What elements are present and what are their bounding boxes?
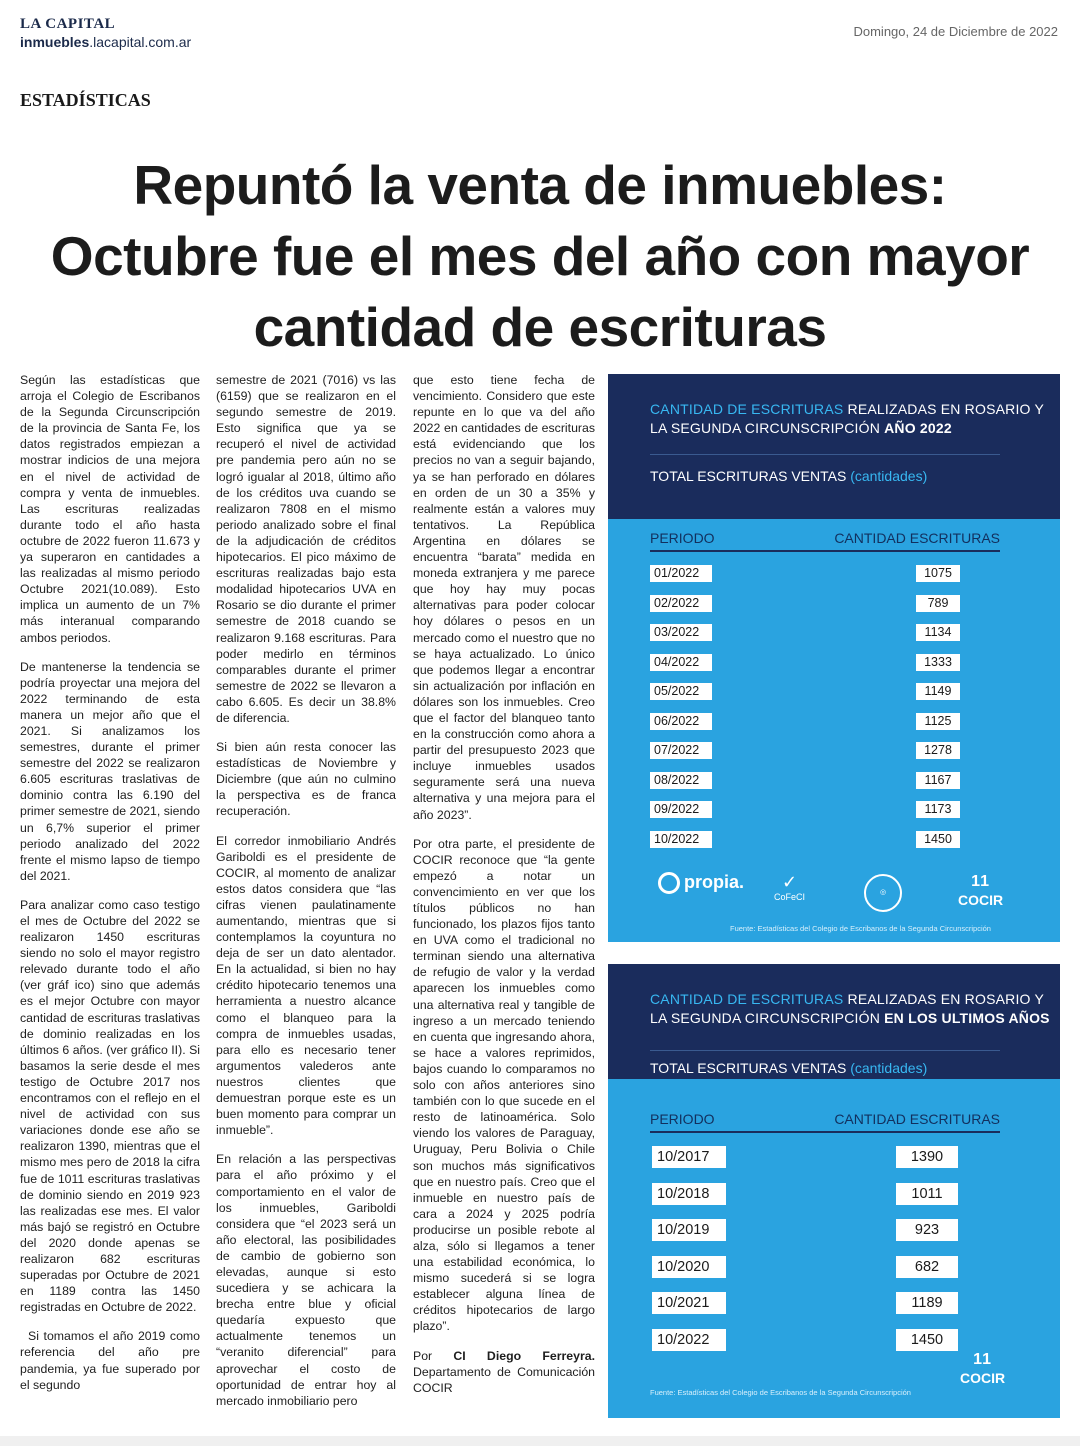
count-cell: 1167 (916, 772, 960, 789)
cofeci-logo-text: CoFeCI (774, 892, 806, 902)
paragraph: Si tomamos el año 2019 como referencia del año pre pandemia, ya fue superado por el segundo (20, 1329, 200, 1392)
divider (650, 1050, 1000, 1051)
count-cell: 1450 (916, 831, 960, 848)
masthead (20, 16, 191, 50)
period-cell: 10/2018 (652, 1183, 726, 1205)
card-title-bold: AÑO 2022 (884, 420, 952, 436)
card-title (650, 400, 1060, 438)
card-subtitle (650, 468, 927, 484)
seal-logo-icon: ◎ (864, 874, 902, 912)
card-title (650, 990, 1060, 1028)
brand-logo: LA CAPITAL (20, 16, 116, 32)
column-header-count: CANTIDAD ESCRITURAS (834, 530, 1000, 546)
count-cell: 1189 (896, 1292, 958, 1314)
period-cell: 02/2022 (650, 595, 712, 612)
propia-logo-text: propia. (684, 872, 745, 892)
article-column-2 (216, 372, 396, 1422)
paragraph: semestre de 2021 (7016) vs las (6159) que se realizaron en el segundo semestre de 2019. Esto significa que ya se recuperó el nivel de actividad pre pandemia pero aún no se logró igualar al 2018, último año de los créditos uva cuando se realizaron 7808 en el mismo periodo analizado sobre el final de la adjudicación de créditos hipotecarios. El pico máximo de escrituras realizadas bajo esta modalidad hipotecarios UVA en Rosario se dio durante el primer semestre de 2018 cuando se realizaron 9.168 escrituras. Para poder medirlo en términos comparables durante el primer semestre de 2022 se llevaron a cabo 6.605. Es decir un 38.8% de diferencia. (216, 373, 396, 725)
count-cell: 789 (916, 595, 960, 612)
stats-card-recent-years (608, 964, 1060, 1418)
card-header (608, 374, 1060, 519)
count-cell: 1173 (916, 801, 960, 818)
paragraph: En relación a las perspectivas para el año próximo y el comportamiento en el valor de los inmuebles, Gariboldi considera que “el 2023 será un año electoral, las posibilidades de cambio de gobierno son elevadas, aunque si esto sucediera y se achicara la brecha entre blue y oficial quedaría expuesto que actualmente tenemos un “veranito diferencial” para aprovechar el costo de oportunidad de entrar hoy al mercado inmobiliario pero (216, 1152, 396, 1408)
period-cell: 10/2017 (652, 1146, 726, 1168)
count-cell: 1450 (896, 1329, 958, 1351)
byline-prefix: Por (413, 1348, 454, 1363)
period-cell: 10/2021 (652, 1292, 726, 1314)
card-subtitle (650, 1060, 927, 1076)
card-subtitle-unit: (cantidades) (850, 468, 928, 484)
period-cell: 10/2022 (650, 831, 712, 848)
site-url-rest: .lacapital.com.ar (89, 34, 192, 50)
card-subtitle-unit: (cantidades) (850, 1060, 928, 1076)
card-header (608, 964, 1060, 1079)
column-header-period: PERIODO (650, 530, 715, 546)
card-title-highlight: CANTIDAD DE ESCRITURAS (650, 401, 844, 417)
header-divider (650, 550, 1000, 552)
paragraph: Para analizar como caso testigo el mes de Octubre del 2022 se realizaron 1450 escrituras siendo no solo el mayor registro relevado durante todo el año (ver gráf ico) sino que además es el mejor Octubre con mayor cantidad de escrituras traslativas de dominio realizadas en los últimos 6 años. (ver gráfico II). Si basamos la serie desde el mes testigo de Octubre 2017 nos encontramos con el reflejo en el nivel de actividad con sus variaciones donde ese año se realizaron 1390, mientras que el mismo mes pero de 2018 la cifra fue de 1011 escrituras traslativas de dominio siendo en 2019 923 las realizadas ese mes. El valor más bajó se registró en Octubre del 2020 donde apenas se realizaron 682 escrituras superadas por Octubre de 2021 en 1189 contra las 1450 registradas en Octubre de 2022. (20, 897, 200, 1315)
paragraph: Si bien aún resta conocer las estadísticas de Noviembre y Diciembre (que aún no culmino la perspectiva es de franca recuperación. (216, 740, 396, 819)
stats-card-2022 (608, 374, 1060, 942)
paragraph: El corredor inmobiliario Andrés Gariboldi es el presidente de COCIR, al momento de analizar estos datos considera que “las cifras vienen paulatinamente aumentando, mientras que si contemplamos la coyuntura no deja de ser un dato alentador. En la actualidad, si bien no hay crédito hipotecario tenemos una herramienta a nuestro alcance como el blanqueo para la compra de inmuebles usadas, para ello es necesario tener argumentos valederos ante nuestros clientes que demuestran porque este es un buen momento para comprar un inmueble”. (216, 833, 396, 1138)
cocir-mark-icon: 11 (971, 873, 991, 890)
cocir-logo (958, 872, 1003, 908)
header-divider (650, 1131, 1000, 1133)
table-header (650, 1111, 1000, 1127)
card-subtitle-text: TOTAL ESCRITURAS VENTAS (650, 468, 851, 484)
card-subtitle-text: TOTAL ESCRITURAS VENTAS (650, 1060, 851, 1076)
cocir-logo-text: COCIR (960, 1370, 1006, 1386)
period-cell: 08/2022 (650, 772, 712, 789)
count-cell: 1333 (916, 654, 960, 671)
period-cell: 06/2022 (650, 713, 712, 730)
count-cell: 1134 (916, 624, 960, 641)
period-cell: 05/2022 (650, 683, 712, 700)
period-cell: 03/2022 (650, 624, 712, 641)
cocir-logo-text: COCIR (958, 892, 1004, 908)
byline (413, 1348, 595, 1396)
count-cell: 1125 (916, 713, 960, 730)
headline: Repuntó la venta de inmuebles: Octubre fue el mes del año con mayor cantidad de escrituras (50, 154, 1030, 358)
period-cell: 10/2020 (652, 1256, 726, 1278)
site-url-bold: inmuebles (20, 34, 90, 50)
paragraph: Por otra parte, el presidente de COCIR reconoce que “la gente empezó a notar un convencimiento en ver que los títulos públicos no han funcionado, los plazos fijos tanto en UVA como el tradicional no terminan siendo una alternativa de refugio de valor y la verdad aparecen los inmuebles como una alternativa real y tangible de ingreso a un mercado teniendo en cuenta que ingresando ahora, se hace a valores reprimidos, bajos cuando lo comparamos no solo con años anteriores sino también con lo que sucede en el resto de latinoamérica. Solo viendo los valores de Paraguay, Uruguay, Peru Bolivia o Chile son muchos más significativos que en nuestro país. Creo que el inmueble en nuestro país de cara a 2024 y 2025 podría producirse un posible rebote al alza, sólo si llegamos a tener una estabilidad económica, lo mismo sucederá si se logra establecer alguna línea de créditos hipotecarios de largo plazo”. (413, 836, 595, 1334)
count-cell: 1390 (896, 1146, 958, 1168)
period-cell: 07/2022 (650, 742, 712, 759)
count-cell: 1149 (916, 683, 960, 700)
period-cell: 04/2022 (650, 654, 712, 671)
divider (650, 454, 1000, 455)
count-cell: 1075 (916, 565, 960, 582)
source-note: Fuente: Estadísticas del Colegio de Escribanos de la Segunda Circunscripción (730, 924, 991, 933)
card-title-text: REALIZADAS EN ROSARIO Y LA SEGUNDA CIRCUNSCRIPCIÓN (650, 401, 1044, 436)
propia-logo (658, 872, 744, 894)
article-column-1 (20, 372, 200, 1406)
count-cell: 682 (896, 1256, 958, 1278)
section-label: ESTADÍSTICAS (20, 90, 151, 110)
count-cell: 1011 (896, 1183, 958, 1205)
site-url[interactable] (20, 34, 191, 50)
cocir-logo (960, 1350, 1005, 1386)
count-cell: 1278 (916, 742, 960, 759)
sponsor-logos (608, 872, 1060, 912)
table-header (650, 530, 1000, 546)
cofeci-check-icon: ✓ (781, 872, 798, 892)
propia-ring-icon (658, 872, 680, 894)
page-bottom-strip (0, 1436, 1080, 1446)
issue-date: Domingo, 24 de Diciembre de 2022 (853, 24, 1058, 39)
paragraph: que esto tiene fecha de vencimiento. Considero que este repunte en lo que va del año 2022 en cantidades de escrituras está evidenciando que los precios no van a seguir bajando, ya se han perforado en dólares en orden de un 30 a 35% y realmente están a valores muy tentativos. La República Argentina en dólares se encuentra “barata” medida en moneda extranjera y me parece que hoy hay muy pocas alternativas para poder colocar hoy dólares o pesos en un mercado como el nuestro que no se haya actualizado. Lo único que podemos llegar a encontrar sin actualización por inflación en dólares son los inmuebles. Creo que el factor del blanqueo tanto en la construcción como ahora a partir del presupuesto 2023 que incluye inmuebles usados seguramente será una nueva alternativa y una mejora para el año 2023”. (413, 373, 595, 822)
byline-author: CI Diego Ferreyra. (453, 1348, 595, 1363)
card-title-highlight: CANTIDAD DE ESCRITURAS (650, 991, 844, 1007)
period-cell: 01/2022 (650, 565, 712, 582)
paragraph: De mantenerse la tendencia se podría proyectar una mejora del 2022 terminando de esta manera un mejor año que el 2021. Si analizamos los semestres, durante el primer semestre del 2022 se realizaron 6.605 escrituras traslativas de dominio contra las 6.190 del primer semestre de 2021, siendo un 6,7% superior el primer periodo analizado del 2022 frente el mismo lapso de tiempo del 2021. (20, 659, 200, 883)
column-header-count: CANTIDAD ESCRITURAS (834, 1111, 1000, 1127)
card-title-text: REALIZADAS EN ROSARIO Y LA SEGUNDA CIRCUNSCRIPCIÓN (650, 991, 1044, 1026)
period-cell: 10/2022 (652, 1329, 726, 1351)
article-column-3 (413, 372, 595, 1409)
cofeci-logo (774, 872, 805, 902)
cocir-mark-icon: 11 (973, 1351, 993, 1368)
period-cell: 09/2022 (650, 801, 712, 818)
card-title-bold: EN LOS ULTIMOS AÑOS (884, 1010, 1050, 1026)
source-note: Fuente: Estadísticas del Colegio de Escribanos de la Segunda Circunscripción (650, 1388, 911, 1397)
period-cell: 10/2019 (652, 1219, 726, 1241)
paragraph: Según las estadísticas que arroja el Colegio de Escribanos de la Segunda Circunscripción de la provincia de Santa Fe, los datos registrados empiezan a mostrar indicios de una mejora en el nivel de actividad de compra y venta de inmuebles. Las escrituras realizadas durante todo el año hasta octubre de 2022 fueron 11.673 y ya superaron en cantidades a las realizadas al mismo periodo Octubre 2021(10.089). Esto implica un aumento de un 7% más interanual comparando ambos periodos. (20, 373, 200, 645)
count-cell: 923 (896, 1219, 958, 1241)
byline-dept: Departamento de Comunicación COCIR (413, 1364, 595, 1395)
column-header-period: PERIODO (650, 1111, 715, 1127)
